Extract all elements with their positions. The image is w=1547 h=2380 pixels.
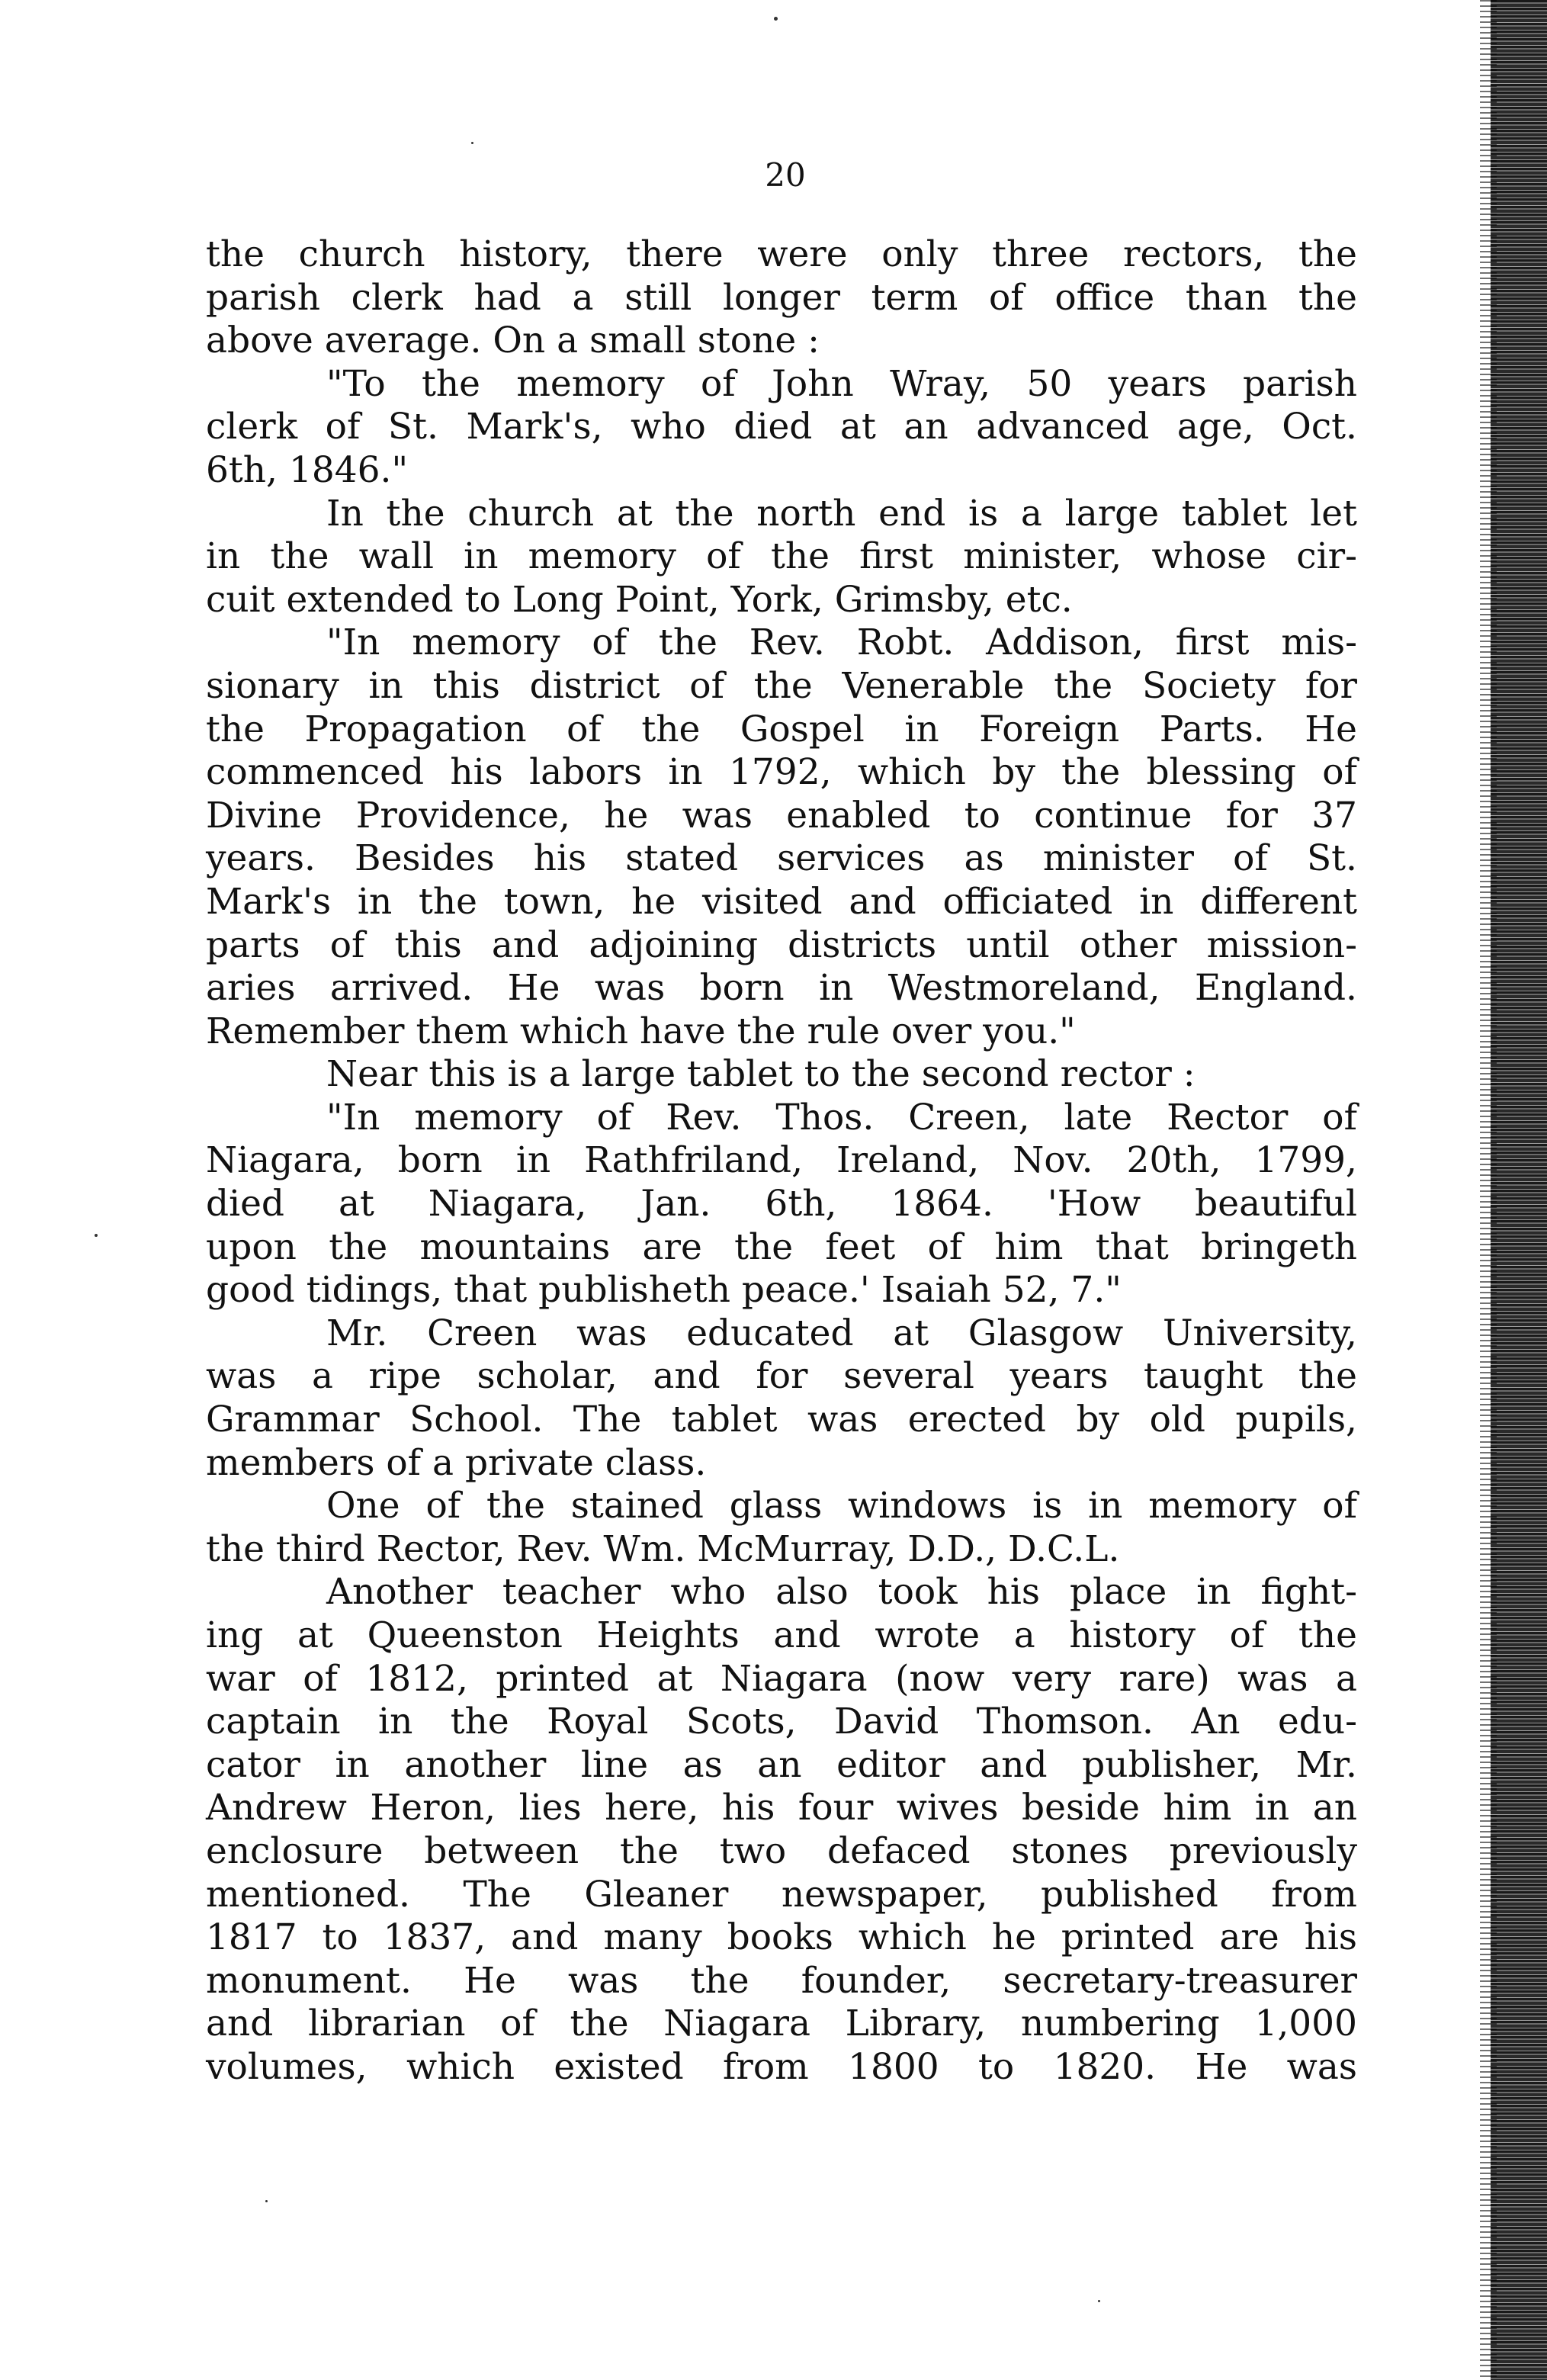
text-line: "In memory of Rev. Thos. Creen, late Rector of [326, 1096, 1357, 1139]
text-line: sionary in this district of the Venerable the Society for [206, 664, 1357, 707]
text-line: above average. On a small stone : [206, 320, 820, 362]
text-line: Andrew Heron, lies here, his four wives beside him in an [206, 1787, 1357, 1829]
text-line: in the wall in memory of the first minister, whose cir- [206, 535, 1357, 578]
page-edge-shadow [1491, 0, 1547, 2380]
text-line: the third Rector, Rev. Wm. McMurray, D.D., D.C.L. [206, 1527, 1120, 1570]
text-line: cuit extended to Long Point, York, Grimsby, etc. [206, 578, 1073, 621]
text-line: members of a private class. [206, 1441, 707, 1484]
scan-speck [471, 142, 473, 144]
text-line: Another teacher who also took his place in fight- [326, 1571, 1357, 1614]
text-line: died at Niagara, Jan. 6th, 1864. 'How beautiful [206, 1183, 1357, 1225]
scan-speck [774, 17, 778, 21]
text-line: and librarian of the Niagara Library, numbering 1,000 [206, 2003, 1357, 2045]
text-line: Remember them which have the rule over you." [206, 1010, 1076, 1052]
text-line: Divine Providence, he was enabled to continue for 37 [206, 794, 1357, 837]
text-line: volumes, which existed from 1800 to 1820. He was [206, 2045, 1357, 2088]
text-line: mentioned. The Gleaner newspaper, published from [206, 1873, 1357, 1916]
text-line: 6th, 1846." [206, 448, 409, 491]
page-number: 20 [765, 156, 806, 194]
text-line: war of 1812, printed at Niagara (now very rare) was a [206, 1657, 1357, 1700]
text-line: One of the stained glass windows is in memory of [326, 1485, 1357, 1527]
text-line: "In memory of the Rev. Robt. Addison, first mis- [326, 621, 1357, 664]
text-line: parish clerk had a still longer term of office than the [206, 276, 1357, 319]
text-line: good tidings, that publisheth peace.' Isaiah 52, 7." [206, 1269, 1122, 1312]
text-line: ing at Queenston Heights and wrote a history of the [206, 1614, 1357, 1656]
text-line: Mr. Creen was educated at Glasgow University, [326, 1312, 1357, 1354]
text-line: captain in the Royal Scots, David Thomson. An edu- [206, 1701, 1357, 1743]
text-line: enclosure between the two defaced stones previously [206, 1829, 1357, 1872]
text-line: the Propagation of the Gospel in Foreign Parts. He [206, 708, 1357, 750]
scan-speck [265, 2200, 268, 2202]
body-text [206, 233, 1357, 2089]
text-line: parts of this and adjoining districts until other mission- [206, 923, 1357, 966]
text-line: In the church at the north end is a large tablet let [326, 492, 1357, 535]
text-line: Mark's in the town, he visited and officiated in different [206, 880, 1357, 923]
scan-speck [1098, 2300, 1100, 2302]
scan-speck [95, 1234, 98, 1237]
text-line: years. Besides his stated services as minister of St. [206, 837, 1357, 880]
text-line: Near this is a large tablet to the second rector : [326, 1053, 1196, 1096]
text-line: clerk of St. Mark's, who died at an advanced age, Oct. [206, 406, 1357, 448]
text-line: "To the memory of John Wray, 50 years parish [326, 362, 1357, 405]
text-line: Niagara, born in Rathfriland, Ireland, Nov. 20th, 1799, [206, 1139, 1357, 1182]
text-line: the church history, there were only three rectors, the [206, 233, 1357, 275]
text-line: cator in another line as an editor and publisher, Mr. [206, 1743, 1357, 1786]
text-line: commenced his labors in 1792, which by the blessing of [206, 751, 1357, 794]
text-line: Grammar School. The tablet was erected by old pupils, [206, 1399, 1357, 1441]
text-line: upon the mountains are the feet of him that bringeth [206, 1225, 1357, 1268]
text-line: monument. He was the founder, secretary-treasurer [206, 1959, 1357, 2002]
text-line: was a ripe scholar, and for several years taught the [206, 1355, 1357, 1398]
text-line: 1817 to 1837, and many books which he printed are his [206, 1916, 1357, 1959]
text-line: aries arrived. He was born in Westmoreland, England. [206, 967, 1357, 1010]
